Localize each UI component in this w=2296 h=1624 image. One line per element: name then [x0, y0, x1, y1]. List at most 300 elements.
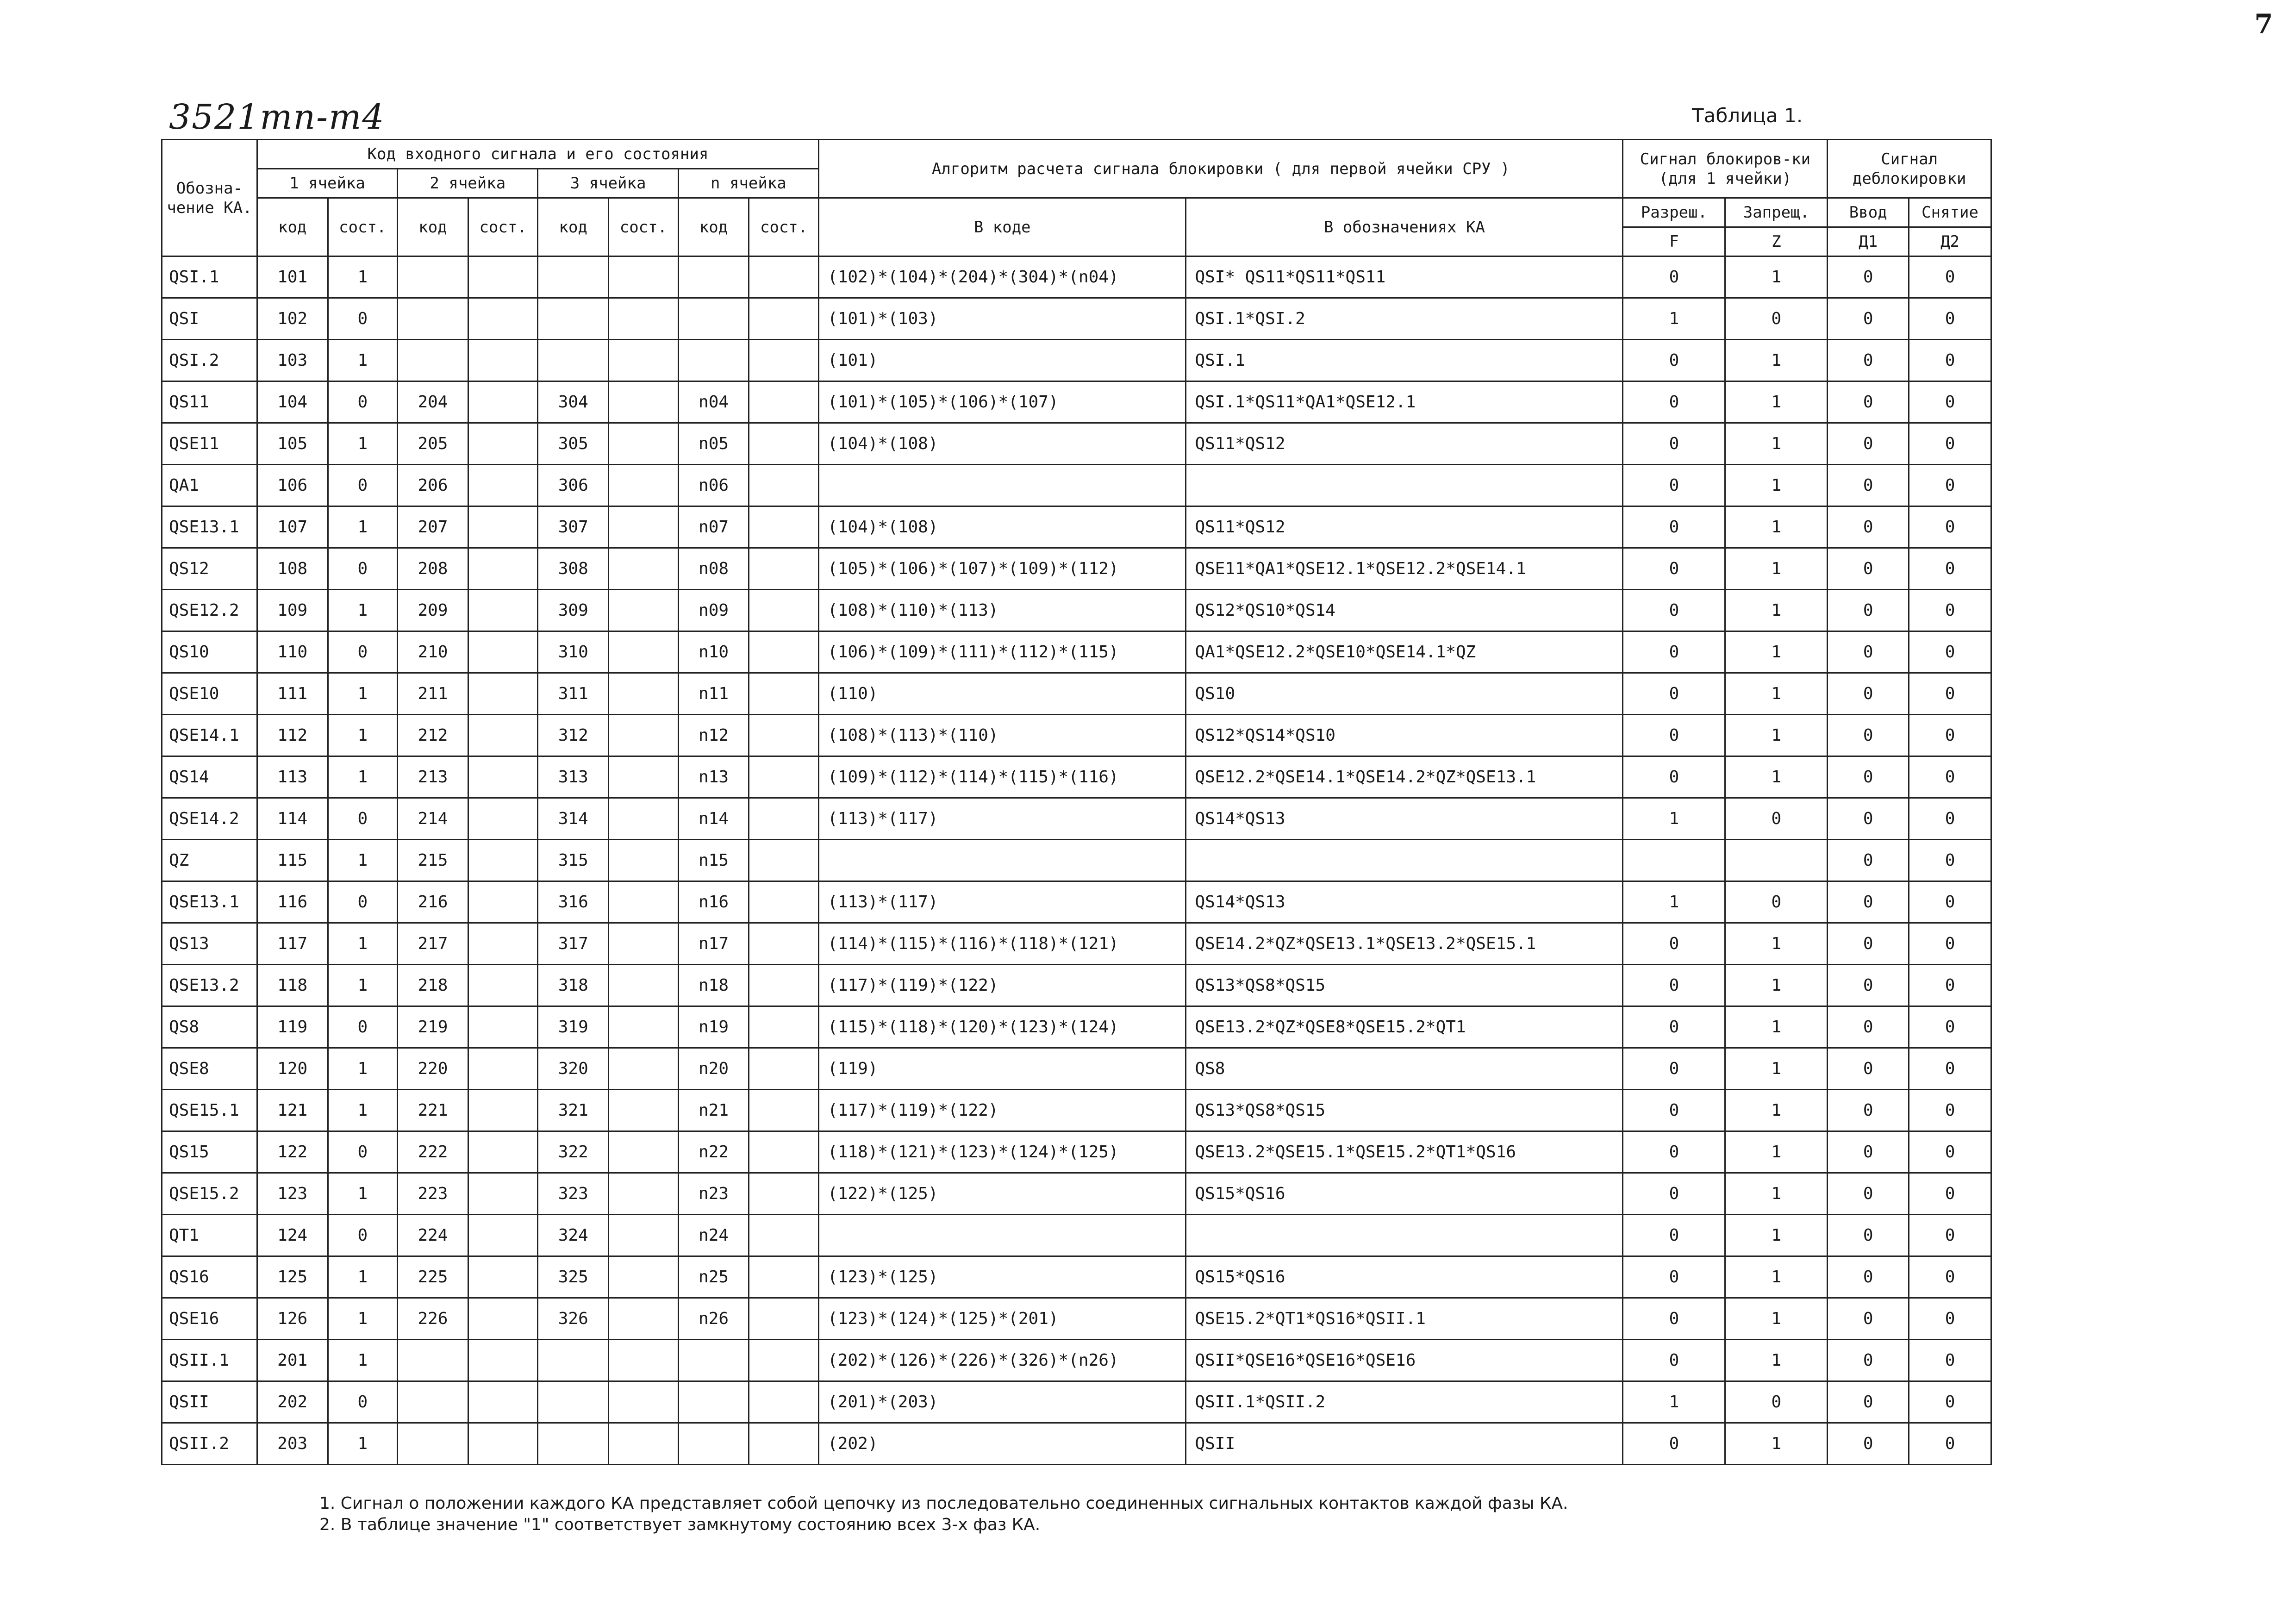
designation-cell: QSII.2 — [162, 1423, 257, 1465]
celln-state — [749, 840, 819, 881]
cell2-state — [468, 881, 538, 923]
cell3-code: 315 — [538, 840, 609, 881]
cell3-state — [609, 1340, 679, 1381]
deblock-removal-cell: 0 — [1909, 423, 1991, 465]
table-row — [162, 298, 1991, 340]
deblock-input-cell: 0 — [1828, 923, 1909, 965]
algorithm-ka-cell: QSII — [1186, 1423, 1623, 1465]
forbid-cell: 0 — [1725, 798, 1828, 840]
cell2-state — [468, 465, 538, 506]
celln-code: n13 — [678, 756, 749, 798]
cell3-state — [609, 1173, 679, 1215]
celln-state — [749, 1256, 819, 1298]
cell3-state — [609, 965, 679, 1006]
cell2-state — [468, 1256, 538, 1298]
table-row — [162, 381, 1991, 423]
forbid-header: Запрещ. — [1725, 198, 1828, 227]
designation-cell: QSI.1 — [162, 256, 257, 298]
code-column-header: код — [398, 198, 468, 256]
cell3-code: 321 — [538, 1090, 609, 1131]
forbid-cell: 1 — [1725, 506, 1828, 548]
algorithm-code-cell: (202) — [819, 1423, 1186, 1465]
forbid-cell: 1 — [1725, 756, 1828, 798]
cell2-state — [468, 548, 538, 590]
designation-cell: QSE11 — [162, 423, 257, 465]
celln-state — [749, 965, 819, 1006]
algorithm-code-cell: (106)*(109)*(111)*(112)*(115) — [819, 631, 1186, 673]
cell3-code: 312 — [538, 715, 609, 756]
interlock-table — [161, 139, 1992, 1465]
algorithm-code-cell: (101)*(103) — [819, 298, 1186, 340]
designation-cell: QS15 — [162, 1131, 257, 1173]
cell-1-header: 1 ячейка — [257, 169, 397, 198]
celln-state — [749, 1048, 819, 1090]
cell1-code: 202 — [257, 1381, 328, 1423]
deblock-input-cell: 0 — [1828, 1006, 1909, 1048]
cell2-code: 224 — [398, 1215, 468, 1256]
forbid-cell: 1 — [1725, 1173, 1828, 1215]
permit-cell — [1623, 840, 1725, 881]
permit-cell: 0 — [1623, 715, 1725, 756]
designation-cell: QT1 — [162, 1215, 257, 1256]
algorithm-code-cell: (109)*(112)*(114)*(115)*(116) — [819, 756, 1186, 798]
permit-cell: 0 — [1623, 923, 1725, 965]
permit-cell: 0 — [1623, 1256, 1725, 1298]
cell2-state — [468, 1090, 538, 1131]
algorithm-code-cell: (113)*(117) — [819, 798, 1186, 840]
cell2-code: 213 — [398, 756, 468, 798]
algorithm-code-cell: (201)*(203) — [819, 1381, 1186, 1423]
forbid-cell: 1 — [1725, 1006, 1828, 1048]
cell2-code: 217 — [398, 923, 468, 965]
cell2-code: 219 — [398, 1006, 468, 1048]
cell3-code: 306 — [538, 465, 609, 506]
table-row — [162, 1298, 1991, 1340]
celln-code: n19 — [678, 1006, 749, 1048]
cell3-state — [609, 1006, 679, 1048]
permit-cell: 1 — [1623, 798, 1725, 840]
note-2: 2. В таблице значение "1" соответствует замкнутому состоянию всех 3-х фаз КА. — [319, 1515, 1041, 1534]
cell3-code — [538, 1423, 609, 1465]
algorithm-ka-cell: QS8 — [1186, 1048, 1623, 1090]
celln-state — [749, 673, 819, 715]
permit-cell: 0 — [1623, 1131, 1725, 1173]
deblock-removal-cell: 0 — [1909, 381, 1991, 423]
algorithm-code-cell: (123)*(124)*(125)*(201) — [819, 1298, 1186, 1340]
forbid-cell — [1725, 840, 1828, 881]
cell3-code: 310 — [538, 631, 609, 673]
cell3-state — [609, 798, 679, 840]
algorithm-ka-cell — [1186, 840, 1623, 881]
table-row — [162, 1173, 1991, 1215]
algorithm-code-cell: (118)*(121)*(123)*(124)*(125) — [819, 1131, 1186, 1173]
celln-code — [678, 1340, 749, 1381]
cell2-state — [468, 1131, 538, 1173]
cell1-code: 117 — [257, 923, 328, 965]
cell3-state — [609, 298, 679, 340]
cell2-state — [468, 340, 538, 381]
table-row — [162, 256, 1991, 298]
permit-cell: 0 — [1623, 1006, 1725, 1048]
algorithm-ka-cell: QS15*QS16 — [1186, 1256, 1623, 1298]
deblock-input-cell: 0 — [1828, 881, 1909, 923]
algorithm-code-cell: (104)*(108) — [819, 506, 1186, 548]
table-row — [162, 1048, 1991, 1090]
input-signal-header: Код входного сигнала и его состояния — [257, 140, 818, 169]
algorithm-ka-cell: QSI.1*QSI.2 — [1186, 298, 1623, 340]
cell1-state: 1 — [328, 1298, 398, 1340]
celln-code: n09 — [678, 590, 749, 631]
permit-cell: 0 — [1623, 1215, 1725, 1256]
cell1-code: 119 — [257, 1006, 328, 1048]
celln-state — [749, 756, 819, 798]
cell3-state — [609, 923, 679, 965]
cell2-code — [398, 1381, 468, 1423]
deblock-input-cell: 0 — [1828, 756, 1909, 798]
cell3-code: 319 — [538, 1006, 609, 1048]
deblock-removal-cell: 0 — [1909, 798, 1991, 840]
celln-code: n25 — [678, 1256, 749, 1298]
cell2-code: 226 — [398, 1298, 468, 1340]
designation-cell: QSE13.1 — [162, 506, 257, 548]
cell1-state: 1 — [328, 673, 398, 715]
cell2-code — [398, 340, 468, 381]
deblock-removal-cell: 0 — [1909, 506, 1991, 548]
table-row — [162, 1090, 1991, 1131]
cell3-code — [538, 340, 609, 381]
cell3-code — [538, 1340, 609, 1381]
algorithm-ka-cell: QSII*QSE16*QSE16*QSE16 — [1186, 1340, 1623, 1381]
cell3-state — [609, 1048, 679, 1090]
table-body — [162, 256, 1991, 1465]
table-row — [162, 840, 1991, 881]
cell-3-header: 3 ячейка — [538, 169, 678, 198]
cell1-code: 114 — [257, 798, 328, 840]
algorithm-ka-cell: QSE15.2*QT1*QS16*QSII.1 — [1186, 1298, 1623, 1340]
cell1-code: 115 — [257, 840, 328, 881]
celln-state — [749, 298, 819, 340]
cell1-state: 0 — [328, 465, 398, 506]
celln-code: n20 — [678, 1048, 749, 1090]
algorithm-ka-cell: QSE12.2*QSE14.1*QSE14.2*QZ*QSE13.1 — [1186, 756, 1623, 798]
algorithm-ka-cell: QS11*QS12 — [1186, 506, 1623, 548]
cell1-state: 1 — [328, 756, 398, 798]
cell3-state — [609, 1381, 679, 1423]
cell2-code: 207 — [398, 506, 468, 548]
cell1-code: 103 — [257, 340, 328, 381]
designation-header: Обозна-чение КА. — [162, 140, 257, 256]
celln-code: n04 — [678, 381, 749, 423]
algorithm-ka-cell: QS11*QS12 — [1186, 423, 1623, 465]
deblock-removal-cell: 0 — [1909, 1298, 1991, 1340]
permit-cell: 1 — [1623, 881, 1725, 923]
cell1-state: 0 — [328, 548, 398, 590]
forbid-cell: 1 — [1725, 381, 1828, 423]
cell1-code: 113 — [257, 756, 328, 798]
cell2-state — [468, 840, 538, 881]
algorithm-ka-cell: QS14*QS13 — [1186, 881, 1623, 923]
cell1-code: 118 — [257, 965, 328, 1006]
designation-cell: QS12 — [162, 548, 257, 590]
algorithm-code-cell — [819, 1215, 1186, 1256]
forbid-cell: 0 — [1725, 298, 1828, 340]
algorithm-code-cell: (102)*(104)*(204)*(304)*(n04) — [819, 256, 1186, 298]
celln-code: n17 — [678, 923, 749, 965]
celln-state — [749, 506, 819, 548]
celln-state — [749, 798, 819, 840]
cell3-state — [609, 548, 679, 590]
cell3-code: 309 — [538, 590, 609, 631]
designation-cell: QSE15.1 — [162, 1090, 257, 1131]
deblock-input-cell: 0 — [1828, 1131, 1909, 1173]
permit-cell: 0 — [1623, 1173, 1725, 1215]
celln-code — [678, 256, 749, 298]
forbid-cell: 1 — [1725, 340, 1828, 381]
cell1-code: 108 — [257, 548, 328, 590]
celln-code: n18 — [678, 965, 749, 1006]
celln-code: n08 — [678, 548, 749, 590]
cell3-code: 318 — [538, 965, 609, 1006]
cell3-state — [609, 631, 679, 673]
designation-cell: QZ — [162, 840, 257, 881]
algorithm-ka-cell: QSE13.2*QZ*QSE8*QSE15.2*QT1 — [1186, 1006, 1623, 1048]
cell1-state: 1 — [328, 506, 398, 548]
cell2-code: 210 — [398, 631, 468, 673]
cell3-state — [609, 381, 679, 423]
cell3-code: 313 — [538, 756, 609, 798]
celln-code — [678, 340, 749, 381]
algorithm-ka-cell — [1186, 465, 1623, 506]
cell2-code: 221 — [398, 1090, 468, 1131]
cell1-state: 0 — [328, 298, 398, 340]
celln-state — [749, 1215, 819, 1256]
celln-code: n22 — [678, 1131, 749, 1173]
table-caption: Таблица 1. — [1692, 104, 1803, 127]
table-row — [162, 881, 1991, 923]
algorithm-ka-cell: QSE11*QA1*QSE12.1*QSE12.2*QSE14.1 — [1186, 548, 1623, 590]
cell2-code: 220 — [398, 1048, 468, 1090]
cell1-state: 1 — [328, 965, 398, 1006]
forbid-cell: 1 — [1725, 423, 1828, 465]
cell1-code: 109 — [257, 590, 328, 631]
forbid-cell: 1 — [1725, 631, 1828, 673]
designation-cell: QSE12.2 — [162, 590, 257, 631]
cell3-code — [538, 256, 609, 298]
designation-cell: QSE14.2 — [162, 798, 257, 840]
page-number: 7 — [2254, 8, 2273, 40]
cell1-state: 0 — [328, 798, 398, 840]
celln-state — [749, 340, 819, 381]
deblock-input-cell: 0 — [1828, 1423, 1909, 1465]
deblock-removal-cell: 0 — [1909, 923, 1991, 965]
algorithm-code-cell: (104)*(108) — [819, 423, 1186, 465]
cell2-code: 218 — [398, 965, 468, 1006]
cell3-state — [609, 256, 679, 298]
deblock-input-cell: 0 — [1828, 340, 1909, 381]
cell1-code: 116 — [257, 881, 328, 923]
algorithm-ka-cell: QS14*QS13 — [1186, 798, 1623, 840]
cell2-state — [468, 923, 538, 965]
cell3-state — [609, 840, 679, 881]
table-row — [162, 1215, 1991, 1256]
cell1-code: 102 — [257, 298, 328, 340]
cell3-state — [609, 340, 679, 381]
designation-cell: QSE13.2 — [162, 965, 257, 1006]
algorithm-code-cell: (114)*(115)*(116)*(118)*(121) — [819, 923, 1186, 965]
deblock-removal-cell: 0 — [1909, 1215, 1991, 1256]
cell2-state — [468, 1381, 538, 1423]
celln-code: n11 — [678, 673, 749, 715]
deblock-removal-cell: 0 — [1909, 548, 1991, 590]
celln-state — [749, 631, 819, 673]
cell3-code: 320 — [538, 1048, 609, 1090]
celln-code: n15 — [678, 840, 749, 881]
celln-code: n06 — [678, 465, 749, 506]
header-row-3 — [162, 198, 1991, 227]
algorithm-code-cell: (110) — [819, 673, 1186, 715]
code-column-header: код — [678, 198, 749, 256]
cell1-state: 1 — [328, 715, 398, 756]
deblock-input-cell: 0 — [1828, 840, 1909, 881]
designation-cell: QSI — [162, 298, 257, 340]
permit-cell: 0 — [1623, 756, 1725, 798]
deblock-input-cell: 0 — [1828, 506, 1909, 548]
cell2-state — [468, 798, 538, 840]
cell2-code — [398, 256, 468, 298]
forbid-cell: 1 — [1725, 673, 1828, 715]
deblock-removal-cell: 0 — [1909, 1340, 1991, 1381]
celln-state — [749, 465, 819, 506]
deblock-input-cell: 0 — [1828, 1298, 1909, 1340]
deblock-input-cell: 0 — [1828, 465, 1909, 506]
cell1-state: 0 — [328, 1131, 398, 1173]
forbid-cell: 0 — [1725, 881, 1828, 923]
designation-cell: QSE14.1 — [162, 715, 257, 756]
deblock-input-cell: 0 — [1828, 1215, 1909, 1256]
table-row — [162, 1423, 1991, 1465]
cell1-state: 0 — [328, 881, 398, 923]
code-column-header: код — [538, 198, 609, 256]
cell2-state — [468, 673, 538, 715]
celln-state — [749, 1423, 819, 1465]
permit-cell: 0 — [1623, 965, 1725, 1006]
cell-n-header: n ячейка — [678, 169, 818, 198]
cell1-state: 1 — [328, 1090, 398, 1131]
cell3-code: 322 — [538, 1131, 609, 1173]
f-header: F — [1623, 227, 1725, 256]
algorithm-code-cell: (101)*(105)*(106)*(107) — [819, 381, 1186, 423]
algorithm-ka-cell: QSE14.2*QZ*QSE13.1*QSE13.2*QSE15.1 — [1186, 923, 1623, 965]
algorithm-code-cell: (101) — [819, 340, 1186, 381]
table-row — [162, 1256, 1991, 1298]
designation-cell: QS8 — [162, 1006, 257, 1048]
cell2-code: 208 — [398, 548, 468, 590]
celln-state — [749, 923, 819, 965]
designation-cell: QA1 — [162, 465, 257, 506]
deblock-input-cell: 0 — [1828, 381, 1909, 423]
permit-cell: 1 — [1623, 298, 1725, 340]
algorithm-code-cell: (108)*(113)*(110) — [819, 715, 1186, 756]
permit-cell: 0 — [1623, 631, 1725, 673]
deblock-removal-cell: 0 — [1909, 965, 1991, 1006]
permit-cell: 0 — [1623, 423, 1725, 465]
d2-header: Д2 — [1909, 227, 1991, 256]
cell3-code: 324 — [538, 1215, 609, 1256]
forbid-cell: 1 — [1725, 256, 1828, 298]
forbid-cell: 1 — [1725, 923, 1828, 965]
deblock-removal-cell: 0 — [1909, 340, 1991, 381]
deblock-removal-cell: 0 — [1909, 756, 1991, 798]
forbid-cell: 1 — [1725, 1090, 1828, 1131]
celln-code: n12 — [678, 715, 749, 756]
cell1-state: 1 — [328, 1256, 398, 1298]
state-column-header: сост. — [328, 198, 398, 256]
deblock-input-cell: 0 — [1828, 1173, 1909, 1215]
celln-state — [749, 1173, 819, 1215]
cell3-code: 317 — [538, 923, 609, 965]
deblock-input-cell: 0 — [1828, 1048, 1909, 1090]
permit-cell: 0 — [1623, 673, 1725, 715]
cell3-state — [609, 465, 679, 506]
cell2-state — [468, 506, 538, 548]
designation-cell: QS16 — [162, 1256, 257, 1298]
deblock-removal-cell: 0 — [1909, 1173, 1991, 1215]
algorithm-ka-cell: QS13*QS8*QS15 — [1186, 965, 1623, 1006]
table-row — [162, 798, 1991, 840]
cell3-code: 323 — [538, 1173, 609, 1215]
table-row — [162, 1006, 1991, 1048]
cell2-code: 225 — [398, 1256, 468, 1298]
table-row — [162, 1131, 1991, 1173]
algorithm-ka-cell: QA1*QSE12.2*QSE10*QSE14.1*QZ — [1186, 631, 1623, 673]
forbid-cell: 1 — [1725, 1423, 1828, 1465]
cell1-state: 1 — [328, 1423, 398, 1465]
deblock-removal-cell: 0 — [1909, 1048, 1991, 1090]
cell2-state — [468, 381, 538, 423]
designation-cell: QSI.2 — [162, 340, 257, 381]
cell3-state — [609, 1256, 679, 1298]
cell1-state: 1 — [328, 1340, 398, 1381]
cell1-state: 1 — [328, 590, 398, 631]
deblock-removal-cell: 0 — [1909, 881, 1991, 923]
table-row — [162, 465, 1991, 506]
deblock-input-cell: 0 — [1828, 1381, 1909, 1423]
d1-header: Д1 — [1828, 227, 1909, 256]
cell3-code: 326 — [538, 1298, 609, 1340]
celln-state — [749, 1131, 819, 1173]
forbid-cell: 1 — [1725, 1215, 1828, 1256]
cell2-state — [468, 1215, 538, 1256]
deblock-input-cell: 0 — [1828, 298, 1909, 340]
cell2-code: 215 — [398, 840, 468, 881]
deblock-input-cell: 0 — [1828, 798, 1909, 840]
deblock-removal-cell: 0 — [1909, 1256, 1991, 1298]
celln-state — [749, 1090, 819, 1131]
algorithm-code-cell: (202)*(126)*(226)*(326)*(n26) — [819, 1340, 1186, 1381]
cell3-code — [538, 1381, 609, 1423]
algorithm-code-cell: (123)*(125) — [819, 1256, 1186, 1298]
designation-cell: QSE13.1 — [162, 881, 257, 923]
table-row — [162, 340, 1991, 381]
deblock-removal-cell: 0 — [1909, 298, 1991, 340]
cell1-state: 1 — [328, 1173, 398, 1215]
cell1-code: 124 — [257, 1215, 328, 1256]
cell2-code: 223 — [398, 1173, 468, 1215]
algorithm-code-cell: (117)*(119)*(122) — [819, 1090, 1186, 1131]
permit-cell: 0 — [1623, 381, 1725, 423]
forbid-cell: 0 — [1725, 1381, 1828, 1423]
celln-state — [749, 881, 819, 923]
